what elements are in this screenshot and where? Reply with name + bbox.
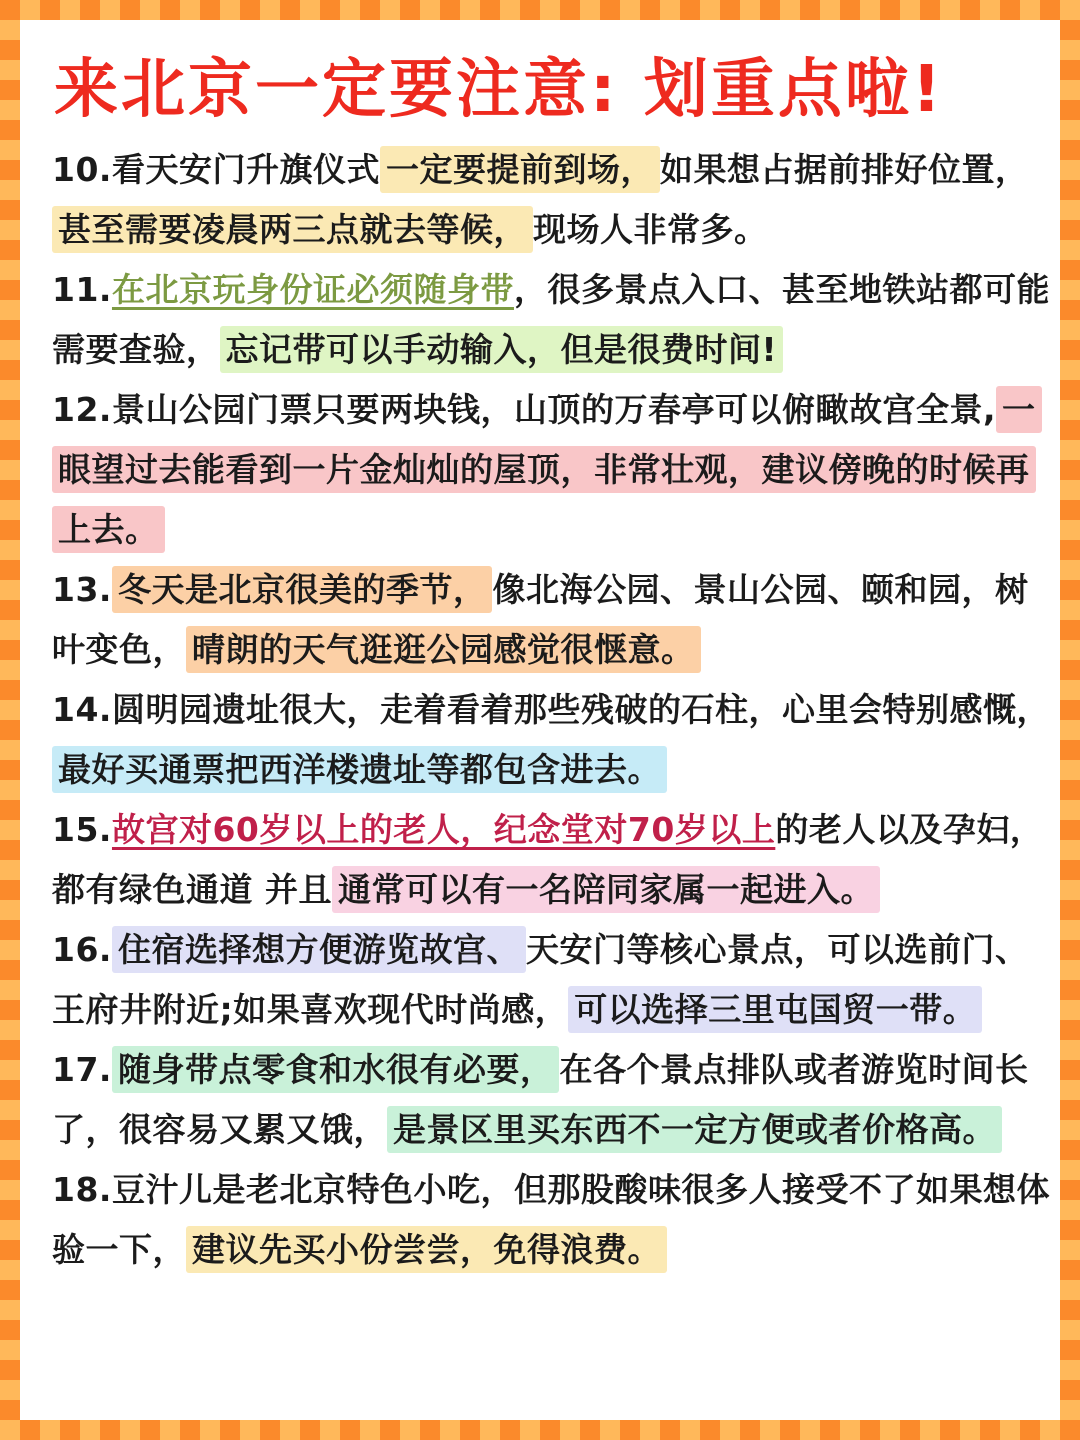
tip-17 [52, 1040, 1052, 1160]
tip-text: 的老人以及孕妇，都有绿色通道 并且 [52, 810, 1044, 909]
highlight: 冬天是北京很美的季节， [112, 566, 493, 613]
highlight: 甚至需要凌晨两三点就去等候， [52, 206, 533, 253]
highlight: 忘记带可以手动输入，但是很费时间! [220, 326, 784, 373]
tip-text: ，很多景点入口、甚至地铁站都可能需要查验， [52, 270, 1050, 369]
tip-text: 像北海公园、景山公园、颐和园，树叶变色， [52, 570, 1029, 669]
underlined-text: 在北京玩身份证必须随身带 [111, 270, 514, 309]
tip-text: 17. [52, 1050, 112, 1089]
tip-text: 现场人非常多。 [533, 210, 768, 249]
highlight: 是景区里买东西不一定方便或者价格高。 [387, 1106, 1002, 1153]
tip-14 [52, 680, 1052, 800]
highlight: 随身带点零食和水很有必要， [112, 1046, 560, 1093]
highlight: 建议先买小份尝尝，免得浪费。 [186, 1226, 667, 1273]
highlight: 可以选择三里屯国贸一带。 [568, 986, 982, 1033]
highlight: 通常可以有一名陪同家属一起进入。 [332, 866, 880, 913]
tip-16 [52, 920, 1052, 1040]
tip-text: 天安门等核心景点，可以选前门、王府井附近;如果喜欢现代时尚感， [52, 930, 1029, 1029]
highlight: 一眼望过去能看到一片金灿灿的屋顶，非常壮观，建议傍晚的时候再上去。 [52, 386, 1042, 553]
page-title: 来北京一定要注意: 划重点啦! [54, 53, 945, 127]
tip-18 [52, 1160, 1052, 1280]
tip-13 [52, 560, 1052, 680]
highlight: 住宿选择想方便游览故宫、 [112, 926, 526, 973]
tip-text: 11. [52, 270, 112, 309]
highlight: 晴朗的天气逛逛公园感觉很惬意。 [186, 626, 701, 673]
tip-text: 15. [52, 810, 112, 849]
tip-text: 如果想占据前排好位置， [659, 150, 1029, 189]
tip-text: 13. [52, 570, 112, 609]
tip-text: 18.豆汁儿是老北京特色小吃，但那股酸味很多人接受不了如果想体验一下， [52, 1170, 1050, 1269]
highlight: 一定要提前到场， [380, 146, 660, 193]
tip-text: 14.圆明园遗址很大，走着看着那些残破的石柱，心里会特别感慨， [52, 690, 1050, 729]
tip-text: 在各个景点排队或者游览时间长了，很容易又累又饿， [52, 1050, 1029, 1149]
tip-text: 10.看天安门升旗仪式 [52, 150, 380, 189]
tip-text: 12.景山公园门票只要两块钱，山顶的万春亭可以俯瞰故宫全景, [52, 390, 996, 429]
tips-list [52, 140, 1052, 1280]
tip-10 [52, 140, 1052, 260]
underlined-text: 故宫对60岁以上的老人，纪念堂对70岁以上 [111, 810, 776, 849]
highlight: 最好买通票把西洋楼遗址等都包含进去。 [52, 746, 667, 793]
tip-11 [52, 260, 1052, 380]
tip-text: 16. [52, 930, 112, 969]
content-card [20, 20, 1060, 1420]
tip-12 [52, 380, 1052, 560]
tip-15 [52, 800, 1052, 920]
